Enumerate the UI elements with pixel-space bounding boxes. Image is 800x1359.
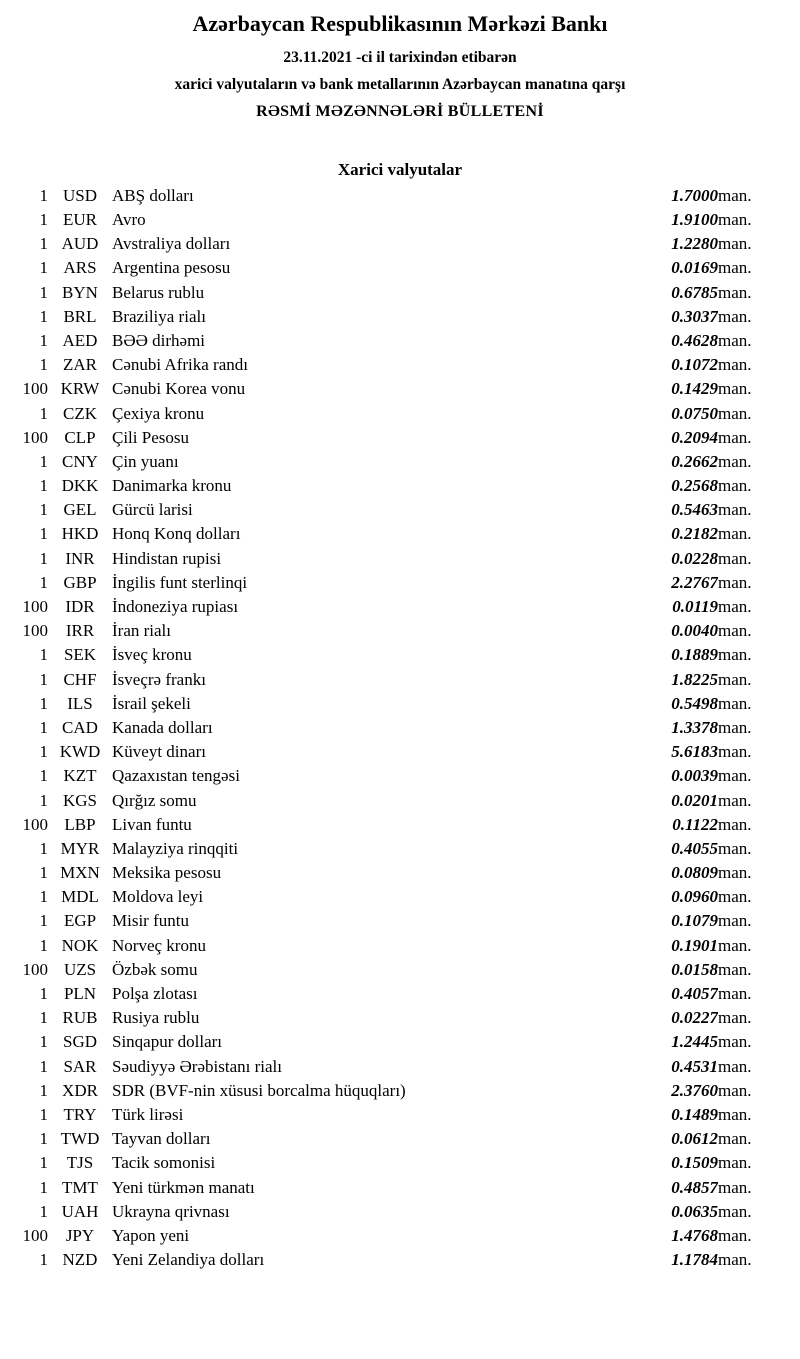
unit-cell: man. bbox=[718, 1153, 752, 1173]
exchange-rates-table bbox=[0, 184, 800, 1272]
qty-cell: 1 bbox=[39, 1129, 48, 1149]
code-cell: IDR bbox=[65, 597, 95, 617]
currency-row bbox=[0, 377, 800, 401]
unit-cell: man. bbox=[718, 693, 752, 713]
unit-cell: man. bbox=[718, 1250, 752, 1270]
currency-row bbox=[0, 861, 800, 885]
currency-name-cell: Argentina pesosu bbox=[112, 258, 231, 278]
unit-cell: man. bbox=[718, 282, 752, 302]
qty-cell: 1 bbox=[39, 330, 48, 350]
code-cell: RUB bbox=[62, 1008, 98, 1028]
unit-cell: man. bbox=[718, 1080, 752, 1100]
currency-name-cell: Yapon yeni bbox=[112, 1225, 190, 1245]
qty-cell: 1 bbox=[39, 451, 48, 471]
rate-cell: 0.5498 bbox=[671, 693, 718, 713]
currency-name-cell: İngilis funt sterlinqi bbox=[112, 572, 248, 592]
currency-row bbox=[0, 885, 800, 909]
currency-row bbox=[0, 1103, 800, 1127]
qty-cell: 1 bbox=[39, 476, 48, 496]
code-cell: SEK bbox=[63, 645, 97, 665]
qty-cell: 1 bbox=[39, 572, 48, 592]
rate-cell: 0.0960 bbox=[671, 887, 718, 907]
qty-cell: 1 bbox=[39, 863, 48, 883]
currency-row bbox=[0, 934, 800, 958]
code-cell: KRW bbox=[60, 379, 100, 399]
unit-cell: man. bbox=[718, 476, 752, 496]
unit-cell: man. bbox=[718, 766, 752, 786]
qty-cell: 1 bbox=[39, 984, 48, 1004]
unit-cell: man. bbox=[718, 1032, 752, 1052]
unit-cell: man. bbox=[718, 330, 752, 350]
currency-row bbox=[0, 281, 800, 305]
qty-cell: 1 bbox=[39, 790, 48, 810]
currency-row bbox=[0, 619, 800, 643]
rate-cell: 0.1509 bbox=[671, 1153, 718, 1173]
code-cell: NZD bbox=[62, 1250, 98, 1270]
code-cell: GBP bbox=[63, 572, 97, 592]
qty-cell: 1 bbox=[39, 1032, 48, 1052]
unit-cell: man. bbox=[718, 500, 752, 520]
code-cell: CAD bbox=[62, 717, 98, 737]
code-cell: MXN bbox=[60, 863, 100, 883]
currency-row bbox=[0, 353, 800, 377]
code-cell: BYN bbox=[62, 282, 98, 302]
currency-row bbox=[0, 547, 800, 571]
currency-row bbox=[0, 668, 800, 692]
bulletin-line: RƏSMİ MƏZƏNNƏLƏRİ BÜLLETENİ bbox=[256, 102, 544, 120]
code-cell: AUD bbox=[61, 234, 99, 254]
unit-cell: man. bbox=[718, 669, 752, 689]
currency-name-cell: Belarus rublu bbox=[112, 282, 205, 302]
code-cell: TWD bbox=[60, 1129, 100, 1149]
qty-cell: 1 bbox=[39, 887, 48, 907]
rate-cell: 1.9100 bbox=[671, 210, 718, 230]
code-cell: MYR bbox=[60, 838, 100, 858]
currency-row bbox=[0, 1200, 800, 1224]
currency-name-cell: Honq Konq dolları bbox=[112, 524, 241, 544]
qty-cell: 1 bbox=[39, 1080, 48, 1100]
unit-cell: man. bbox=[718, 1008, 752, 1028]
code-cell: TJS bbox=[66, 1153, 94, 1173]
unit-cell: man. bbox=[718, 379, 752, 399]
currency-row bbox=[0, 982, 800, 1006]
unit-cell: man. bbox=[718, 1056, 752, 1076]
rate-cell: 0.1122 bbox=[672, 814, 718, 834]
rate-cell: 0.5463 bbox=[671, 500, 718, 520]
code-cell: TRY bbox=[63, 1104, 97, 1124]
currency-row bbox=[0, 1079, 800, 1103]
qty-cell: 1 bbox=[39, 1201, 48, 1221]
qty-cell: 1 bbox=[39, 185, 48, 205]
currency-name-cell: Tacik somonisi bbox=[112, 1153, 216, 1173]
qty-cell: 100 bbox=[22, 814, 48, 834]
qty-cell: 1 bbox=[39, 838, 48, 858]
rate-cell: 0.0809 bbox=[671, 863, 718, 883]
rates-table-body bbox=[0, 184, 800, 1272]
rate-cell: 1.7000 bbox=[671, 185, 718, 205]
qty-cell: 100 bbox=[22, 427, 48, 447]
unit-cell: man. bbox=[718, 258, 752, 278]
currency-name-cell: Livan funtu bbox=[112, 814, 192, 834]
qty-cell: 1 bbox=[39, 693, 48, 713]
rate-cell: 1.3378 bbox=[671, 717, 718, 737]
code-cell: BRL bbox=[63, 306, 97, 326]
currency-name-cell: Səudiyyə Ərəbistanı rialı bbox=[112, 1056, 282, 1076]
unit-cell: man. bbox=[718, 1104, 752, 1124]
currency-row bbox=[0, 1006, 800, 1030]
qty-cell: 1 bbox=[39, 766, 48, 786]
currency-row bbox=[0, 958, 800, 982]
qty-cell: 1 bbox=[39, 1008, 48, 1028]
rate-cell: 0.2094 bbox=[671, 427, 718, 447]
currency-name-cell: Meksika pesosu bbox=[112, 863, 222, 883]
currency-row bbox=[0, 909, 800, 933]
unit-cell: man. bbox=[718, 355, 752, 375]
currency-row bbox=[0, 498, 800, 522]
currency-row bbox=[0, 184, 800, 208]
rate-cell: 0.0158 bbox=[671, 959, 718, 979]
unit-cell: man. bbox=[718, 742, 752, 762]
code-cell: TMT bbox=[62, 1177, 98, 1197]
rate-cell: 0.6785 bbox=[671, 282, 718, 302]
currency-row bbox=[0, 716, 800, 740]
currency-row bbox=[0, 256, 800, 280]
code-cell: ARS bbox=[63, 258, 97, 278]
currency-name-cell: Yeni türkmən manatı bbox=[112, 1177, 255, 1197]
qty-cell: 100 bbox=[22, 379, 48, 399]
qty-cell: 1 bbox=[39, 355, 48, 375]
qty-cell: 100 bbox=[22, 1225, 48, 1245]
currency-row bbox=[0, 232, 800, 256]
qty-cell: 1 bbox=[39, 500, 48, 520]
code-cell: XDR bbox=[62, 1080, 98, 1100]
currency-row bbox=[0, 208, 800, 232]
rate-cell: 0.4057 bbox=[671, 984, 718, 1004]
unit-cell: man. bbox=[718, 814, 752, 834]
subject-line: xarici valyutaların və bank metallarının Azərbaycan manatına qarşı bbox=[174, 75, 626, 93]
rate-cell: 0.1072 bbox=[671, 355, 718, 375]
currency-name-cell: Qazaxıstan tengəsi bbox=[112, 766, 240, 786]
currency-name-cell: Hindistan rupisi bbox=[112, 548, 222, 568]
rate-cell: 0.0119 bbox=[672, 597, 718, 617]
rate-cell: 0.0635 bbox=[671, 1201, 718, 1221]
code-cell: KGS bbox=[62, 790, 97, 810]
code-cell: MDL bbox=[61, 887, 99, 907]
qty-cell: 1 bbox=[39, 935, 48, 955]
rate-cell: 0.0612 bbox=[671, 1129, 718, 1149]
rate-cell: 1.2280 bbox=[671, 234, 718, 254]
qty-cell: 1 bbox=[39, 911, 48, 931]
unit-cell: man. bbox=[718, 645, 752, 665]
rate-cell: 0.2568 bbox=[671, 476, 718, 496]
currency-name-cell: Küveyt dinarı bbox=[112, 742, 206, 762]
qty-cell: 100 bbox=[22, 597, 48, 617]
currency-name-cell: Misir funtu bbox=[112, 911, 189, 931]
currency-name-cell: Moldova leyi bbox=[112, 887, 204, 907]
currency-name-cell: Yeni Zelandiya dolları bbox=[112, 1250, 265, 1270]
qty-cell: 1 bbox=[39, 717, 48, 737]
code-cell: CNY bbox=[62, 451, 98, 471]
qty-cell: 1 bbox=[39, 210, 48, 230]
currency-row bbox=[0, 305, 800, 329]
currency-row bbox=[0, 329, 800, 353]
currency-name-cell: Avstraliya dolları bbox=[112, 234, 231, 254]
currency-name-cell: İran rialı bbox=[112, 621, 171, 641]
unit-cell: man. bbox=[718, 621, 752, 641]
bulletin-header bbox=[0, 10, 800, 126]
unit-cell: man. bbox=[718, 548, 752, 568]
unit-cell: man. bbox=[718, 935, 752, 955]
currency-name-cell: Norveç kronu bbox=[112, 935, 206, 955]
unit-cell: man. bbox=[718, 911, 752, 931]
unit-cell: man. bbox=[718, 427, 752, 447]
qty-cell: 1 bbox=[39, 306, 48, 326]
code-cell: KWD bbox=[59, 742, 101, 762]
rate-cell: 5.6183 bbox=[671, 742, 718, 762]
unit-cell: man. bbox=[718, 451, 752, 471]
currency-name-cell: Ukrayna qrivnası bbox=[112, 1201, 230, 1221]
currency-row bbox=[0, 401, 800, 425]
currency-name-cell: Polşa zlotası bbox=[112, 984, 198, 1004]
rate-cell: 0.0750 bbox=[671, 403, 718, 423]
qty-cell: 1 bbox=[39, 1056, 48, 1076]
page-title: Azərbaycan Respublikasının Mərkəzi Bankı bbox=[192, 11, 608, 36]
code-cell: IRR bbox=[65, 621, 95, 641]
rate-cell: 0.4857 bbox=[671, 1177, 718, 1197]
rate-cell: 0.0228 bbox=[671, 548, 718, 568]
currency-row bbox=[0, 571, 800, 595]
rate-cell: 0.3037 bbox=[671, 306, 718, 326]
rate-cell: 0.4055 bbox=[671, 838, 718, 858]
currency-name-cell: BƏƏ dirhəmi bbox=[112, 330, 206, 350]
rate-cell: 0.4628 bbox=[671, 330, 718, 350]
rate-cell: 0.4531 bbox=[671, 1056, 718, 1076]
currency-row bbox=[0, 450, 800, 474]
unit-cell: man. bbox=[718, 959, 752, 979]
currency-name-cell: Türk lirəsi bbox=[112, 1104, 184, 1124]
code-cell: HKD bbox=[61, 524, 99, 544]
code-cell: JPY bbox=[65, 1225, 95, 1245]
currency-row bbox=[0, 813, 800, 837]
currency-row bbox=[0, 643, 800, 667]
currency-name-cell: İsveç kronu bbox=[112, 645, 192, 665]
rate-cell: 0.0039 bbox=[671, 766, 718, 786]
qty-cell: 1 bbox=[39, 742, 48, 762]
rate-cell: 1.8225 bbox=[671, 669, 718, 689]
unit-cell: man. bbox=[718, 234, 752, 254]
currency-name-cell: Rusiya rublu bbox=[112, 1008, 200, 1028]
qty-cell: 1 bbox=[39, 524, 48, 544]
code-cell: LBP bbox=[64, 814, 96, 834]
code-cell: KZT bbox=[63, 766, 97, 786]
unit-cell: man. bbox=[718, 524, 752, 544]
rate-cell: 0.1901 bbox=[671, 935, 718, 955]
currency-row bbox=[0, 1224, 800, 1248]
rate-cell: 0.1889 bbox=[671, 645, 718, 665]
date-line: 23.11.2021 -ci il tarixindən etibarən bbox=[283, 48, 517, 66]
qty-cell: 1 bbox=[39, 548, 48, 568]
currency-row bbox=[0, 788, 800, 812]
code-cell: GEL bbox=[63, 500, 97, 520]
currency-row bbox=[0, 764, 800, 788]
unit-cell: man. bbox=[718, 717, 752, 737]
qty-cell: 1 bbox=[39, 1177, 48, 1197]
currency-name-cell: Qırğız somu bbox=[112, 790, 197, 810]
qty-cell: 100 bbox=[22, 959, 48, 979]
unit-cell: man. bbox=[718, 185, 752, 205]
currency-name-cell: SDR (BVF-nin xüsusi borcalma hüquqları) bbox=[112, 1080, 406, 1100]
currency-row bbox=[0, 1055, 800, 1079]
currency-row bbox=[0, 837, 800, 861]
currency-row bbox=[0, 1151, 800, 1175]
code-cell: AED bbox=[62, 330, 98, 350]
rate-cell: 0.1489 bbox=[671, 1104, 718, 1124]
currency-row bbox=[0, 1127, 800, 1151]
currency-row bbox=[0, 595, 800, 619]
code-cell: SGD bbox=[62, 1032, 97, 1052]
currency-row bbox=[0, 426, 800, 450]
currency-row bbox=[0, 1248, 800, 1272]
currency-name-cell: Özbək somu bbox=[112, 959, 198, 979]
rate-cell: 1.2445 bbox=[671, 1032, 718, 1052]
currency-name-cell: Kanada dolları bbox=[112, 717, 213, 737]
currency-name-cell: Danimarka kronu bbox=[112, 476, 232, 496]
code-cell: USD bbox=[62, 185, 97, 205]
currency-name-cell: İsrail şekeli bbox=[112, 693, 191, 713]
currency-name-cell: Sinqapur dolları bbox=[112, 1032, 223, 1052]
code-cell: UAH bbox=[61, 1201, 99, 1221]
currency-row bbox=[0, 692, 800, 716]
qty-cell: 1 bbox=[39, 669, 48, 689]
rate-cell: 0.1429 bbox=[671, 379, 718, 399]
currency-row bbox=[0, 740, 800, 764]
unit-cell: man. bbox=[718, 887, 752, 907]
rate-cell: 0.0169 bbox=[671, 258, 718, 278]
currency-name-cell: Gürcü larisi bbox=[112, 500, 193, 520]
unit-cell: man. bbox=[718, 306, 752, 326]
unit-cell: man. bbox=[718, 984, 752, 1004]
currency-name-cell: Tayvan dolları bbox=[112, 1129, 211, 1149]
unit-cell: man. bbox=[718, 1201, 752, 1221]
currency-row bbox=[0, 522, 800, 546]
currency-name-cell: Cənubi Korea vonu bbox=[112, 379, 246, 399]
qty-cell: 1 bbox=[39, 1104, 48, 1124]
unit-cell: man. bbox=[718, 210, 752, 230]
currency-row bbox=[0, 1175, 800, 1199]
rate-cell: 0.0040 bbox=[671, 621, 718, 641]
code-cell: ZAR bbox=[63, 355, 97, 375]
unit-cell: man. bbox=[718, 1177, 752, 1197]
code-cell: NOK bbox=[61, 935, 99, 955]
currency-name-cell: İsveçrə frankı bbox=[112, 669, 206, 689]
code-cell: PLN bbox=[63, 984, 97, 1004]
unit-cell: man. bbox=[718, 838, 752, 858]
unit-cell: man. bbox=[718, 1129, 752, 1149]
unit-cell: man. bbox=[718, 403, 752, 423]
unit-cell: man. bbox=[718, 863, 752, 883]
qty-cell: 100 bbox=[22, 621, 48, 641]
section-title-foreign-currencies: Xarici valyutalar bbox=[337, 159, 463, 179]
rate-cell: 0.0201 bbox=[671, 790, 718, 810]
code-cell: CHF bbox=[63, 669, 97, 689]
rate-cell: 1.1784 bbox=[671, 1250, 718, 1270]
currency-name-cell: İndoneziya rupiası bbox=[112, 597, 239, 617]
rate-cell: 0.0227 bbox=[671, 1008, 718, 1028]
currency-name-cell: Braziliya rialı bbox=[112, 306, 206, 326]
currency-name-cell: Çili Pesosu bbox=[112, 427, 189, 447]
code-cell: CLP bbox=[64, 427, 96, 447]
unit-cell: man. bbox=[718, 572, 752, 592]
code-cell: CZK bbox=[63, 403, 97, 423]
qty-cell: 1 bbox=[39, 645, 48, 665]
currency-row bbox=[0, 474, 800, 498]
currency-name-cell: Avro bbox=[112, 210, 146, 230]
currency-name-cell: Cənubi Afrika randı bbox=[112, 355, 248, 375]
qty-cell: 1 bbox=[39, 1153, 48, 1173]
rate-cell: 0.1079 bbox=[671, 911, 718, 931]
qty-cell: 1 bbox=[39, 403, 48, 423]
code-cell: ILS bbox=[67, 693, 93, 713]
code-cell: UZS bbox=[63, 959, 97, 979]
code-cell: EGP bbox=[63, 911, 97, 931]
qty-cell: 1 bbox=[39, 234, 48, 254]
code-cell: DKK bbox=[61, 476, 99, 496]
code-cell: INR bbox=[65, 548, 95, 568]
currency-name-cell: Çin yuanı bbox=[112, 451, 179, 471]
currency-name-cell: Çexiya kronu bbox=[112, 403, 205, 423]
currency-row bbox=[0, 1030, 800, 1054]
rate-cell: 0.2662 bbox=[671, 451, 718, 471]
rate-cell: 2.3760 bbox=[671, 1080, 718, 1100]
qty-cell: 1 bbox=[39, 282, 48, 302]
rate-cell: 0.2182 bbox=[671, 524, 718, 544]
code-cell: SAR bbox=[63, 1056, 97, 1076]
unit-cell: man. bbox=[718, 597, 752, 617]
rate-cell: 1.4768 bbox=[671, 1225, 718, 1245]
qty-cell: 1 bbox=[39, 258, 48, 278]
currency-name-cell: ABŞ dolları bbox=[112, 185, 194, 205]
qty-cell: 1 bbox=[39, 1250, 48, 1270]
unit-cell: man. bbox=[718, 790, 752, 810]
unit-cell: man. bbox=[718, 1225, 752, 1245]
currency-name-cell: Malayziya rinqqiti bbox=[112, 838, 239, 858]
rate-cell: 2.2767 bbox=[671, 572, 718, 592]
code-cell: EUR bbox=[63, 210, 97, 230]
